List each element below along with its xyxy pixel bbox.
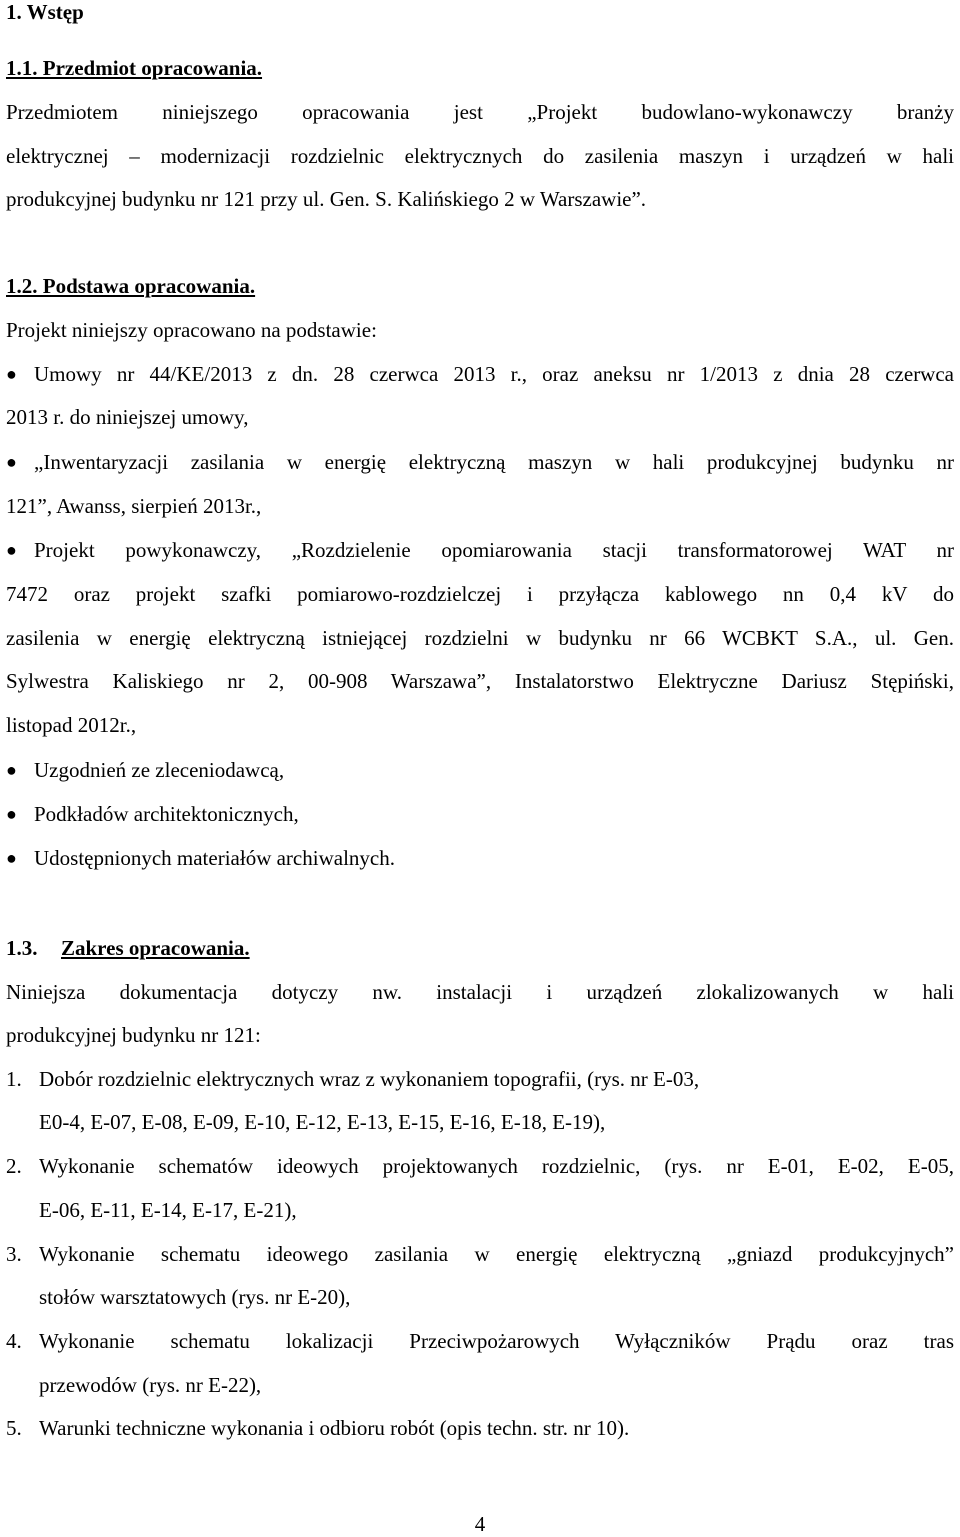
- bullet-icon: ●: [6, 760, 17, 780]
- list-item-line: przewodów (rys. nr E-22),: [39, 1373, 262, 1397]
- subsection-heading-1-1: 1.1. Przedmiot opracowania.: [6, 56, 263, 80]
- list-item-line: Warunki techniczne wykonania i odbioru robót (opis techn. str. nr 10).: [39, 1416, 630, 1440]
- list-item-line: 121”, Awanss, sierpień 2013r.,: [6, 494, 262, 518]
- section-heading: 1. Wstęp: [6, 0, 84, 24]
- list-item-line: Sylwestra Kaliskiego nr 2, 00-908 Warszawa”, Instalatorstwo Elektryczne Dariusz Stępiński,: [6, 669, 954, 693]
- list-item-line: Umowy nr 44/KE/2013 z dn. 28 czerwca 2013 r., oraz aneksu nr 1/2013 z dnia 28 czerwca: [34, 362, 954, 386]
- list-item-line: „Inwentaryzacji zasilania w energię elektryczną maszyn w hali produkcyjnej budynku nr: [34, 450, 954, 474]
- list-item-line: Uzgodnień ze zleceniodawcą,: [34, 758, 285, 782]
- list-item-line: listopad 2012r.,: [6, 713, 137, 737]
- list-number: 3.: [6, 1242, 22, 1266]
- list-item-line: Udostępnionych materiałów archiwalnych.: [34, 846, 395, 870]
- list-item-line: Projekt powykonawczy, „Rozdzielenie opomiarowania stacji transformatorowej WAT nr: [34, 538, 954, 562]
- paragraph-line: produkcyjnej budynku nr 121:: [6, 1023, 261, 1047]
- list-number: 2.: [6, 1154, 22, 1178]
- subsection-number-1-3: 1.3.: [6, 936, 38, 960]
- bullet-icon: ●: [6, 540, 17, 560]
- subsection-heading-1-3: Zakres opracowania.: [61, 936, 250, 960]
- list-item-line: Wykonanie schematu ideowego zasilania w energię elektryczną „gniazd produkcyjnych”: [39, 1242, 954, 1266]
- list-item-line: Wykonanie schematów ideowych projektowanych rozdzielnic, (rys. nr E-01, E-02, E-05,: [39, 1154, 954, 1178]
- list-number: 5.: [6, 1416, 22, 1440]
- list-item-line: E-06, E-11, E-14, E-17, E-21),: [39, 1198, 297, 1222]
- page-number: 4: [474, 1512, 486, 1536]
- list-item-line: 2013 r. do niniejszej umowy,: [6, 405, 249, 429]
- list-item-line: Wykonanie schematu lokalizacji Przeciwpożarowych Wyłączników Prądu oraz tras: [39, 1329, 954, 1353]
- list-number: 1.: [6, 1067, 22, 1091]
- list-item-line: zasilenia w energię elektryczną istniejącej rozdzielni w budynku nr 66 WCBKT S.A., ul. Gen.: [6, 626, 954, 650]
- paragraph-line: Projekt niniejszy opracowano na podstawie:: [6, 318, 377, 342]
- paragraph-line: produkcyjnej budynku nr 121 przy ul. Gen. S. Kalińskiego 2 w Warszawie”.: [6, 187, 647, 211]
- list-item-line: E0-4, E-07, E-08, E-09, E-10, E-12, E-13, E-15, E-16, E-18, E-19),: [39, 1110, 606, 1134]
- list-number: 4.: [6, 1329, 22, 1353]
- paragraph-line: Niniejsza dokumentacja dotyczy nw. instalacji i urządzeń zlokalizowanych w hali: [6, 980, 954, 1004]
- list-item-line: Dobór rozdzielnic elektrycznych wraz z wykonaniem topografii, (rys. nr E-03,: [39, 1067, 700, 1091]
- list-item-line: 7472 oraz projekt szafki pomiarowo-rozdzielczej i przyłącza kablowego nn 0,4 kV do: [6, 582, 954, 606]
- list-item-line: Podkładów architektonicznych,: [34, 802, 299, 826]
- bullet-icon: ●: [6, 452, 17, 472]
- bullet-icon: ●: [6, 804, 17, 824]
- bullet-icon: ●: [6, 364, 17, 384]
- paragraph-line: Przedmiotem niniejszego opracowania jest „Projekt budowlano-wykonawczy branży: [6, 100, 954, 124]
- paragraph-line: elektrycznej – modernizacji rozdzielnic elektrycznych do zasilenia maszyn i urządzeń w hali: [6, 144, 954, 168]
- list-item-line: stołów warsztatowych (rys. nr E-20),: [39, 1285, 351, 1309]
- subsection-heading-1-2: 1.2. Podstawa opracowania.: [6, 274, 256, 298]
- bullet-icon: ●: [6, 848, 17, 868]
